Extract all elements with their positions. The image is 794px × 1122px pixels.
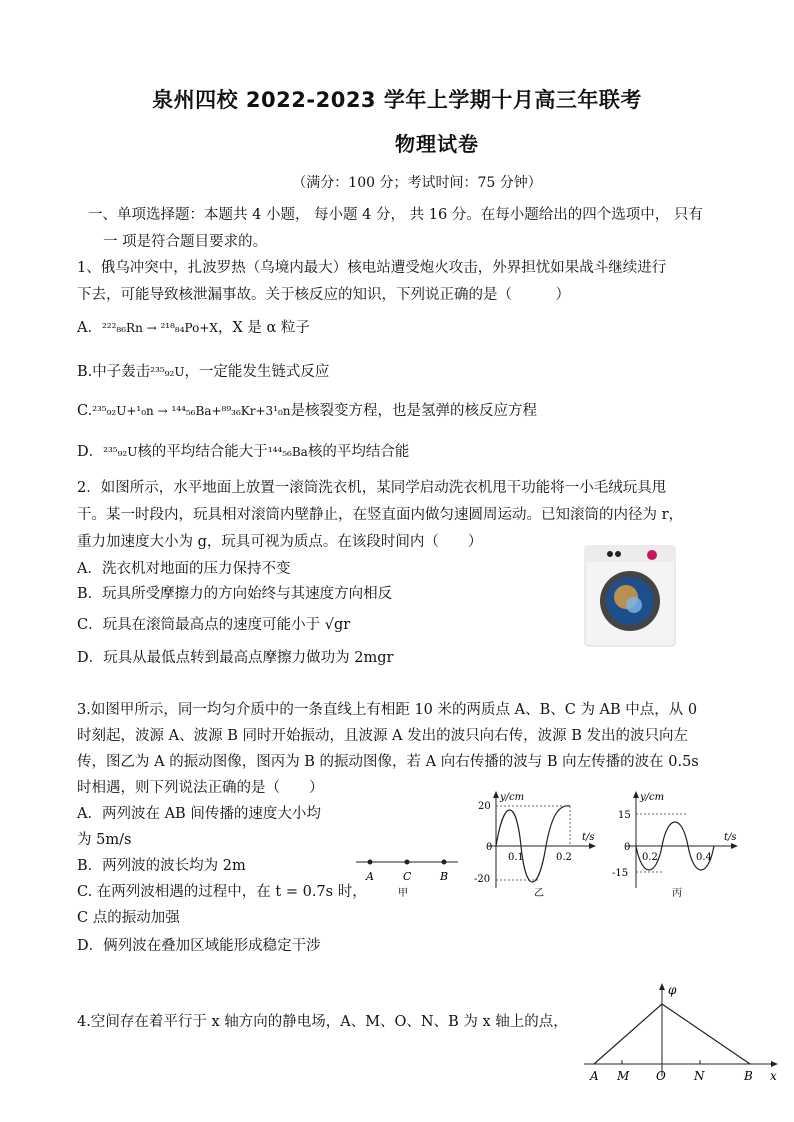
- bing-caption: 丙: [672, 888, 682, 898]
- exam-subtitle: 物理试卷: [395, 132, 479, 156]
- bing-xlabel: t/s: [724, 832, 737, 843]
- section1-line1: 一、单项选择题：本题共 4 小题， 每小题 4 分， 共 16 分。在每小题给出的四个选项中， 只有: [88, 207, 703, 223]
- q3-stem-4: 时相遇，则下列说法正确的是（ ）: [77, 780, 324, 796]
- q1-a-text: ，X 是 α 粒子: [217, 320, 310, 336]
- q3-option-b: B．两列波的波长均为 2m: [77, 858, 246, 874]
- yi-ylabel: y/cm: [500, 792, 525, 803]
- q2-stem-3: 重力加速度大小为 g，玩具可视为质点。在该段时间内（ ）: [77, 534, 483, 550]
- yi-tick-2: 0.2: [556, 852, 572, 863]
- yi-xlabel: t/s: [582, 832, 595, 843]
- q1-option-c: [77, 401, 537, 421]
- q1-stem-2: 下去，可能导致核泄漏事故。关于核反应的知识，下列说正确的是（ ）: [77, 287, 570, 303]
- q3-option-a-1: A．两列波在 AB 间传播的速度大小均: [77, 806, 321, 822]
- bing-tick-2: 0.4: [696, 852, 712, 863]
- q4-ylabel: φ: [668, 983, 677, 997]
- bing-ymin: -15: [612, 868, 629, 879]
- q3-figure-bing: [612, 788, 742, 898]
- q4-point-a: A: [590, 1069, 599, 1083]
- q4-stem-1: 4.空间存在着平行于 x 轴方向的静电场，A、M、O、N、B 为 x 轴上的点，: [77, 1014, 568, 1030]
- q3-figure-yi: [474, 788, 602, 898]
- q1-d-text-2: 核的平均结合能: [307, 444, 410, 460]
- yi-caption: 乙: [534, 888, 544, 898]
- yi-ymin: -20: [474, 874, 491, 885]
- jia-label-c: C: [403, 870, 412, 883]
- q1-d-equation-1: ²³⁵₉₂U: [103, 445, 138, 459]
- q2-stem-1: 2．如图所示，水平地面上放置一滚筒洗衣机，某同学启动洗衣机甩干功能将一小毛绒玩具甩: [77, 480, 667, 496]
- exam-title: 泉州四校 2022-2023 学年上学期十月高三年联考: [152, 88, 642, 112]
- q3-stem-1: 3.如图甲所示，同一均匀介质中的一条直线上有相距 10 米的两质点 A、B、C 为 AB 中点，从 0: [77, 702, 698, 718]
- bing-origin: 0: [624, 842, 631, 853]
- jia-label-a: A: [366, 870, 374, 883]
- q4-point-n: N: [694, 1069, 705, 1083]
- q2-option-b: B．玩具所受摩擦力的方向始终与其速度方向相反: [77, 586, 393, 602]
- q1-d-prefix: D．: [77, 444, 104, 460]
- q2-option-c: C．玩具在滚筒最高点的速度可能小于 √gr: [77, 617, 351, 633]
- q1-d-text-1: 核的平均结合能大于: [137, 444, 268, 460]
- q1-stem-1: 1、俄乌冲突中，扎波罗热（乌境内最大）核电站遭受炮火攻击，外界担忧如果战斗继续进行: [77, 260, 667, 276]
- q3-option-d: D．俩列波在叠加区域能形成稳定干涉: [77, 938, 321, 954]
- yi-ymax: 20: [478, 801, 491, 812]
- q1-c-equation: ²³⁵₉₂U+¹₀n → ¹⁴⁴₅₆Ba+⁸⁹₃₆Kr+3¹₀n: [92, 404, 291, 418]
- q1-d-equation-2: ¹⁴⁴₅₆Ba: [267, 445, 308, 459]
- q4-potential-graph: [582, 980, 782, 1088]
- exam-info: （满分：100 分；考试时间：75 分钟）: [292, 175, 542, 191]
- q1-c-prefix: C.: [77, 403, 93, 419]
- q3-option-a-2: 为 5m/s: [77, 832, 132, 848]
- q1-a-prefix: A．: [77, 320, 102, 336]
- q1-option-b: [77, 362, 329, 382]
- q4-point-m: M: [617, 1069, 630, 1083]
- q4-point-o: O: [656, 1069, 666, 1083]
- q3-figure-jia: [352, 850, 462, 900]
- yi-origin: 0: [486, 842, 493, 853]
- q4-xlabel: x: [770, 1069, 777, 1083]
- q3-option-c-1: C. 在两列波相遇的过程中，在 t = 0.7s 时，: [77, 884, 367, 900]
- q1-c-text: 是核裂变方程，也是氢弹的核反应方程: [290, 403, 538, 419]
- q3-option-c-2: C 点的振动加强: [77, 910, 180, 926]
- washing-machine-image: [584, 545, 676, 647]
- section1-line2: 一 项是符合题目要求的。: [103, 234, 268, 250]
- q1-a-equation: ²²²₈₆Rn → ²¹⁸₈₄Po+X: [101, 321, 218, 335]
- q1-b-prefix: B.中子轰击: [77, 364, 151, 380]
- jia-label-b: B: [440, 870, 449, 883]
- jia-caption: 甲: [398, 888, 408, 899]
- q1-b-equation: ²³⁵₉₂U: [150, 365, 185, 379]
- bing-tick-1: 0.2: [642, 852, 658, 863]
- yi-tick-1: 0.1: [508, 852, 524, 863]
- q4-point-b: B: [744, 1069, 753, 1083]
- q3-stem-3: 传，图乙为 A 的振动图像，图丙为 B 的振动图像，若 A 向右传播的波与 B 向左传播的波在 0.5s: [77, 754, 699, 770]
- q2-option-a: A．洗衣机对地面的压力保持不变: [77, 561, 291, 577]
- q3-stem-2: 时刻起，波源 A、波源 B 同时开始振动，且波源 A 发出的波只向右传，波源 B 发出的波只向左: [77, 728, 689, 744]
- q2-stem-2: 干。某一时段内，玩具相对滚筒内壁静止，在竖直面内做匀速圆周运动。已知滚筒的内径为 r，: [77, 507, 684, 523]
- q2-option-d: D．玩具从最低点转到最高点摩擦力做功为 2mgr: [77, 650, 394, 666]
- q1-option-a: [77, 318, 310, 338]
- q1-b-text: ，一定能发生链式反应: [184, 364, 330, 380]
- bing-ylabel: y/cm: [640, 792, 665, 803]
- q1-option-d: [77, 442, 409, 462]
- bing-ymax: 15: [618, 810, 631, 821]
